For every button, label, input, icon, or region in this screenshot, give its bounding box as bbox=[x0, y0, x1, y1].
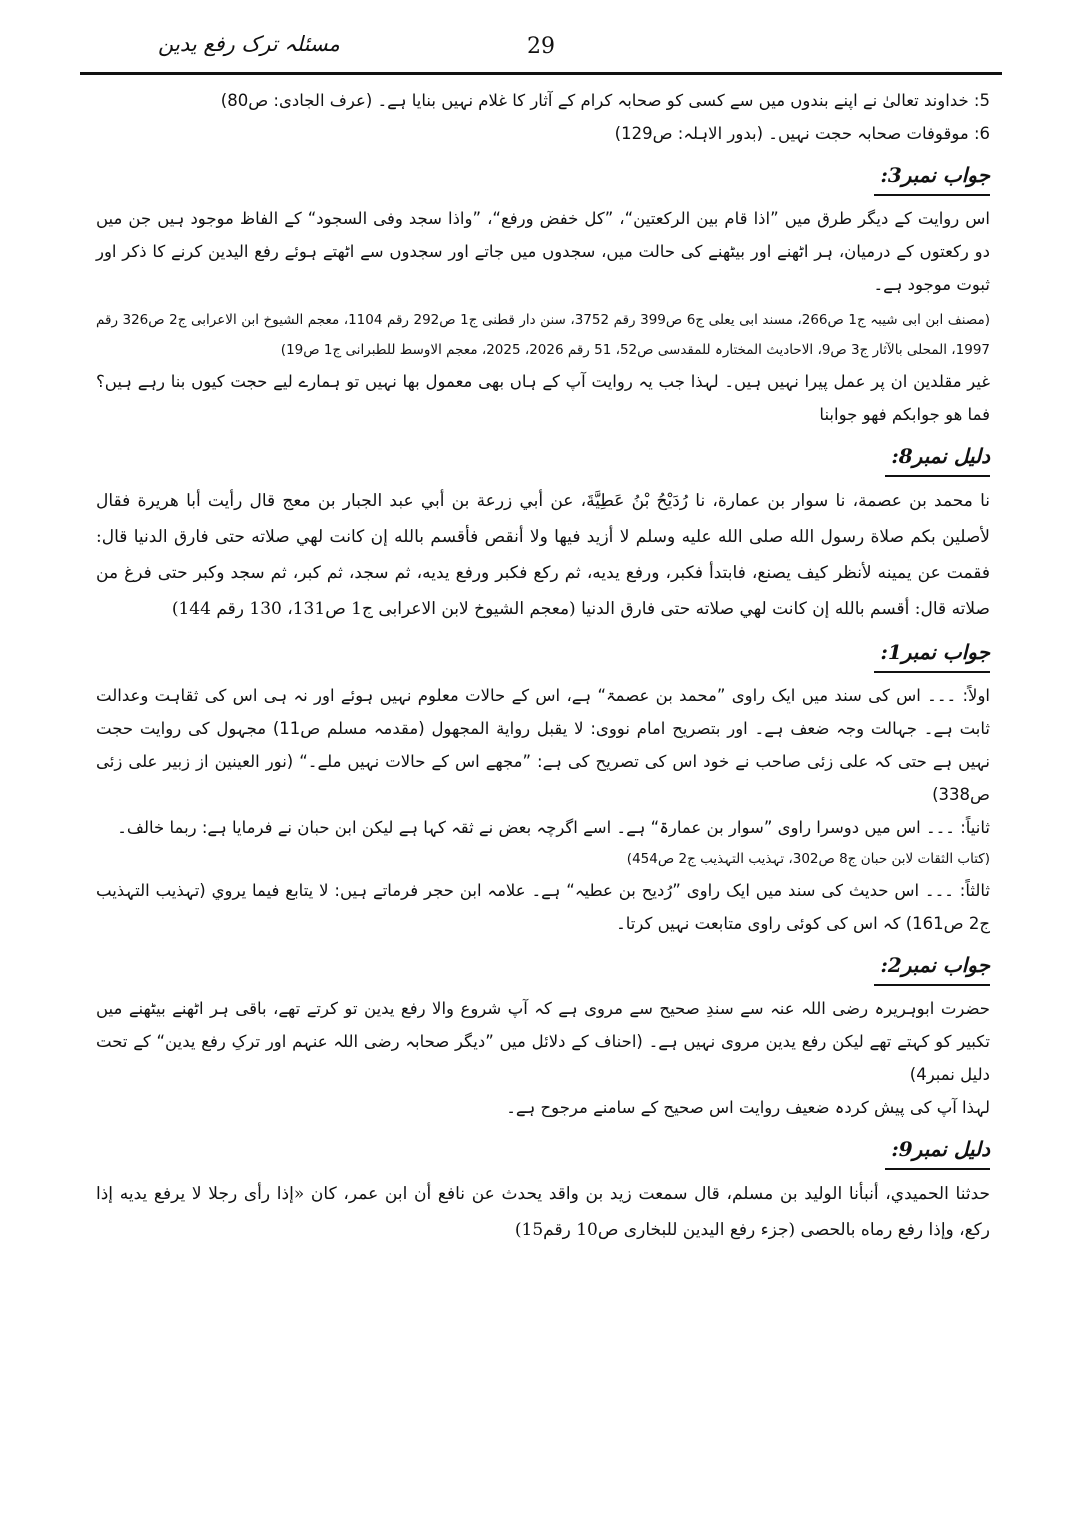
heading-text: جواب نمبر1: bbox=[874, 635, 990, 673]
heading-text: دلیل نمبر9: bbox=[885, 1132, 990, 1170]
header-rule bbox=[80, 72, 1002, 75]
page-body bbox=[96, 84, 990, 1248]
citation: (مصنف ابن ابی شیبہ ج1 ص266، مسند ابی یعلی ج6 ص399 رقم 3752، سنن دار قطنی ج1 ص292 رقم 1104، معجم الشیوخ ابن الاعرابی ج2 ص326 رقم 1997، المحلی بالآثار ج3 ص9، الاحادیث المختارہ للمقدسی ص52، 51 رقم 2026، 2025، معجم الاوسط للطبرانی ج1 ص19) bbox=[96, 312, 990, 358]
heading-text: جواب نمبر2: bbox=[874, 948, 990, 986]
paragraph: اس روایت کے دیگر طرق میں ”اذا قام بین الرکعتین“، ”کل خفض ورفع“، ”واذا سجد وفی السجود“ کے الفاظ موجود ہیں جن میں دو رکعتوں کے درمیان، ہر اٹھنے اور بیٹھنے کی حالت میں، سجدوں میں جاتے اور سجدوں سے اٹھتے ہوئے رفع الیدین کرنے کا ذکر اور ثبوت موجود ہے۔ bbox=[96, 209, 990, 294]
section-heading bbox=[96, 948, 990, 986]
paragraph: 5: خداوند تعالیٰ نے اپنے بندوں میں سے کسی کو صحابہ کرام کے آثار کا غلام نہیں بنایا ہے۔ (عرف الجادی: ص80) bbox=[220, 91, 990, 110]
arabic-hadith: نا محمد بن عصمة، نا سوار بن عمارة، نا رُدَيْحُ بْنُ عَطِيَّةَ، عن أبي زرعة بن أبي عبد الجبار بن معج قال رأيت أبا هريرة فقال لأصلين بكم صلاة رسول الله صلى الله عليه وسلم لا أزيد فيها ولا أنقص فأقسم بالله إن كانت لهي صلاته حتى فارق الدنيا قال: فقمت عن يمينه لأنظر كيف يصنع، فابتدأ فكبر، ورفع يديه، ثم ركع فكبر ورفع يديه، ثم سجد، ثم كبر، ثم سجد وكبر حتى فرغ من صلاته قال: أقسم بالله إن كانت لهي صلاته حتى فارق الدنيا (معجم الشیوخ لابن الاعرابی ج1 ص131، 130 رقم 144) bbox=[96, 491, 990, 619]
section-heading bbox=[96, 635, 990, 673]
heading-text: جواب نمبر3: bbox=[874, 158, 990, 196]
heading-text: دلیل نمبر8: bbox=[885, 439, 990, 477]
page-header bbox=[80, 30, 1002, 78]
section-heading bbox=[96, 439, 990, 477]
section-heading bbox=[96, 158, 990, 196]
section-heading bbox=[96, 1132, 990, 1170]
paragraph: اولاً: ۔۔۔ اس کی سند میں ایک راوی ”محمد بن عصمۃ“ ہے، اس کے حالات معلوم نہیں ہوئے اور نہ ہی اس کی ثقاہت وعدالت ثابت ہے۔ جہالت وجہ ضعف ہے۔ اور بتصریح امام نووی: لا يقبل رواية المجهول (مقدمہ مسلم ص11) مجہول کی روایت حجت نہیں ہے حتی کہ علی زئی صاحب نے خود اس کی تصریح کی ہے: ”مجھے اس کے حالات نہیں ملے۔“ (نور العینین از زبیر علی زئی ص338) bbox=[96, 686, 990, 804]
paragraph: غیر مقلدین ان پر عمل پیرا نہیں ہیں۔ لہذا جب یہ روایت آپ کے ہاں بھی معمول بھا نہیں تو ہمارے لیے حجت کیوں بنا رہے ہیں؟ فما هو جوابكم فهو جوابنا bbox=[96, 372, 990, 424]
arabic-hadith: حدثنا الحميدي، أنبأنا الوليد بن مسلم، قال سمعت زيد بن واقد يحدث عن نافع أن ابن عمر، كان «إذا رأى رجلا لا يرفع يديه إذا ركع، وإذا رفع رماه بالحصى (جزء رفع الیدین للبخاری ص10 رقم15) bbox=[96, 1184, 990, 1240]
page-number: 29 bbox=[527, 34, 555, 59]
paragraph: ثانیاً: ۔۔۔ اس میں دوسرا راوی ”سوار بن عمارۃ“ ہے۔ اسے اگرچہ بعض نے ثقہ کہا ہے لیکن ابن حبان نے فرمایا ہے: ربما خالف۔ bbox=[117, 818, 990, 837]
running-title: مسئلہ ترک رفع یدین bbox=[158, 32, 340, 56]
paragraph: لہذا آپ کی پیش کردہ ضعیف روایت اس صحیح کے سامنے مرجوح ہے۔ bbox=[506, 1098, 990, 1117]
paragraph: حضرت ابوہریرہ رضی اللہ عنہ سے سندِ صحیح سے مروی ہے کہ آپ شروع والا رفع یدین تو کرتے تھے، باقی ہر اٹھنے بیٹھنے میں تکبیر کو کہتے تھے لیکن رفع یدین مروی نہیں ہے۔ (احناف کے دلائل میں ”دیگر صحابہ رضی اللہ عنہم اور ترکِ رفع یدین“ کے تحت دلیل نمبر4) bbox=[96, 999, 990, 1084]
paragraph: ثالثاً: ۔۔۔ اس حدیث کی سند میں ایک راوی ”رُدیح بن عطیہ“ ہے۔ علامہ ابن حجر فرماتے ہیں: لا يتابع فيما يروي (تہذیب التہذیب ج2 ص161) کہ اس کی کوئی راوی متابعت نہیں کرتا۔ bbox=[96, 881, 990, 933]
citation: (کتاب الثقات لابن حبان ج8 ص302، تہذیب التہذیب ج2 ص454) bbox=[626, 851, 990, 867]
paragraph: 6: موقوفات صحابہ حجت نہیں۔ (بدور الاہلہ: ص129) bbox=[614, 124, 990, 143]
